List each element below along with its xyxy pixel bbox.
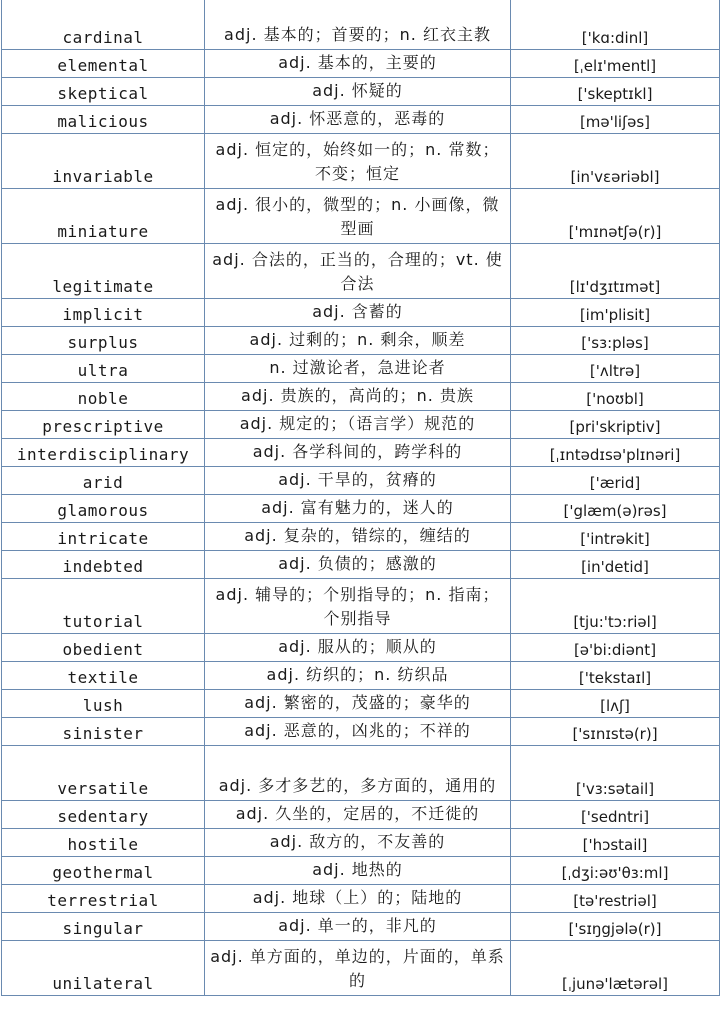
word-cell: sedentary <box>2 801 205 829</box>
phonetic-cell: ['ʌltrə] <box>511 355 720 383</box>
table-row <box>2 299 720 327</box>
table-row <box>2 662 720 690</box>
table-row <box>2 829 720 857</box>
word-cell: indebted <box>2 551 205 579</box>
table-row <box>2 411 720 439</box>
phonetic-cell: ['glæm(ə)rəs] <box>511 495 720 523</box>
phonetic-cell: [ˌelɪ'mentl] <box>511 50 720 78</box>
meaning-cell: adj. 服从的；顺从的 <box>205 634 511 662</box>
meaning-cell: adj. 负债的；感激的 <box>205 551 511 579</box>
table-row <box>2 439 720 467</box>
word-cell: elemental <box>2 50 205 78</box>
table-row <box>2 690 720 718</box>
word-cell: geothermal <box>2 857 205 885</box>
meaning-cell: adj. 很小的，微型的；n. 小画像，微型画 <box>205 189 511 244</box>
phonetic-cell: ['sɪnɪstə(r)] <box>511 718 720 746</box>
meaning-cell: adj. 复杂的，错综的，缠结的 <box>205 523 511 551</box>
meaning-cell: adj. 含蓄的 <box>205 299 511 327</box>
phonetic-cell: ['sɜ:pləs] <box>511 327 720 355</box>
meaning-cell: adj. 怀恶意的，恶毒的 <box>205 106 511 134</box>
meaning-cell: adj. 恒定的，始终如一的；n. 常数；不变；恒定 <box>205 134 511 189</box>
phonetic-cell: ['noʊbl] <box>511 383 720 411</box>
table-row <box>2 0 720 50</box>
meaning-cell: adj. 过剩的；n. 剩余，顺差 <box>205 327 511 355</box>
meaning-cell: adj. 单方面的，单边的，片面的，单系的 <box>205 941 511 996</box>
phonetic-cell: ['sɪŋgjələ(r)] <box>511 913 720 941</box>
word-cell: textile <box>2 662 205 690</box>
word-cell: lush <box>2 690 205 718</box>
table-row <box>2 634 720 662</box>
meaning-cell: adj. 单一的，非凡的 <box>205 913 511 941</box>
phonetic-cell: ['tekstaɪl] <box>511 662 720 690</box>
meaning-cell: adj. 基本的；首要的；n. 红衣主教 <box>205 0 511 50</box>
word-cell: ultra <box>2 355 205 383</box>
meaning-cell: adj. 怀疑的 <box>205 78 511 106</box>
phonetic-cell: [tə'restriəl] <box>511 885 720 913</box>
table-row <box>2 551 720 579</box>
word-cell: tutorial <box>2 579 205 634</box>
table-row <box>2 718 720 746</box>
phonetic-cell: ['mɪnətʃə(r)] <box>511 189 720 244</box>
table-row <box>2 134 720 189</box>
table-row <box>2 50 720 78</box>
word-cell: obedient <box>2 634 205 662</box>
meaning-cell: adj. 干旱的，贫瘠的 <box>205 467 511 495</box>
table-row <box>2 801 720 829</box>
word-cell: surplus <box>2 327 205 355</box>
meaning-cell: adj. 繁密的，茂盛的；豪华的 <box>205 690 511 718</box>
table-row <box>2 189 720 244</box>
word-cell: skeptical <box>2 78 205 106</box>
table-row <box>2 579 720 634</box>
phonetic-cell: ['hɔstail] <box>511 829 720 857</box>
table-row <box>2 106 720 134</box>
meaning-cell: n. 过激论者，急进论者 <box>205 355 511 383</box>
word-cell: implicit <box>2 299 205 327</box>
phonetic-cell: [ˌdʒi:əʊ'θɜ:ml] <box>511 857 720 885</box>
phonetic-cell: [in'vɛəriəbl] <box>511 134 720 189</box>
word-cell: cardinal <box>2 0 205 50</box>
table-row <box>2 467 720 495</box>
word-cell: miniature <box>2 189 205 244</box>
phonetic-cell: ['ærid] <box>511 467 720 495</box>
phonetic-cell: [tju:'tɔ:riəl] <box>511 579 720 634</box>
word-cell: invariable <box>2 134 205 189</box>
meaning-cell: adj. 辅导的；个别指导的；n. 指南；个别指导 <box>205 579 511 634</box>
meaning-cell: adj. 敌方的，不友善的 <box>205 829 511 857</box>
phonetic-cell: [lɪ'dʒɪtɪmət] <box>511 244 720 299</box>
meaning-cell: adj. 地热的 <box>205 857 511 885</box>
meaning-cell: adj. 合法的，正当的，合理的；vt. 使合法 <box>205 244 511 299</box>
phonetic-cell: ['intrəkit] <box>511 523 720 551</box>
phonetic-cell: [in'detid] <box>511 551 720 579</box>
word-cell: glamorous <box>2 495 205 523</box>
word-cell: sinister <box>2 718 205 746</box>
phonetic-cell: [im'plisit] <box>511 299 720 327</box>
meaning-cell: adj. 各学科间的，跨学科的 <box>205 439 511 467</box>
meaning-cell: adj. 地球（上）的；陆地的 <box>205 885 511 913</box>
table-row <box>2 327 720 355</box>
table-row <box>2 355 720 383</box>
phonetic-cell: [ˌjunə'lætərəl] <box>511 941 720 996</box>
table-row <box>2 913 720 941</box>
meaning-cell: adj. 富有魅力的，迷人的 <box>205 495 511 523</box>
table-row <box>2 746 720 801</box>
meaning-cell: adj. 贵族的，高尚的；n. 贵族 <box>205 383 511 411</box>
word-cell: interdisciplinary <box>2 439 205 467</box>
table-row <box>2 523 720 551</box>
meaning-cell: adj. 多才多艺的，多方面的，通用的 <box>205 746 511 801</box>
vocabulary-table-body <box>2 0 720 996</box>
meaning-cell: adj. 纺织的；n. 纺织品 <box>205 662 511 690</box>
word-cell: terrestrial <box>2 885 205 913</box>
phonetic-cell: ['kɑ:dinl] <box>511 0 720 50</box>
table-row <box>2 495 720 523</box>
table-row <box>2 857 720 885</box>
word-cell: arid <box>2 467 205 495</box>
phonetic-cell: [ə'bi:diənt] <box>511 634 720 662</box>
table-row <box>2 244 720 299</box>
word-cell: noble <box>2 383 205 411</box>
phonetic-cell: [ˌɪntədɪsə'plɪnəri] <box>511 439 720 467</box>
word-cell: intricate <box>2 523 205 551</box>
table-row <box>2 78 720 106</box>
word-cell: hostile <box>2 829 205 857</box>
meaning-cell: adj. 恶意的，凶兆的；不祥的 <box>205 718 511 746</box>
phonetic-cell: [mə'liʃəs] <box>511 106 720 134</box>
word-cell: versatile <box>2 746 205 801</box>
word-cell: legitimate <box>2 244 205 299</box>
word-cell: unilateral <box>2 941 205 996</box>
meaning-cell: adj. 基本的，主要的 <box>205 50 511 78</box>
table-row <box>2 941 720 996</box>
meaning-cell: adj. 久坐的，定居的，不迁徙的 <box>205 801 511 829</box>
phonetic-cell: ['vɜ:sətail] <box>511 746 720 801</box>
phonetic-cell: [lʌʃ] <box>511 690 720 718</box>
meaning-cell: adj. 规定的；（语言学）规范的 <box>205 411 511 439</box>
table-row <box>2 885 720 913</box>
word-cell: malicious <box>2 106 205 134</box>
vocabulary-table <box>1 0 720 996</box>
word-cell: prescriptive <box>2 411 205 439</box>
phonetic-cell: ['sedntri] <box>511 801 720 829</box>
phonetic-cell: ['skeptɪkl] <box>511 78 720 106</box>
table-row <box>2 383 720 411</box>
phonetic-cell: [pri'skriptiv] <box>511 411 720 439</box>
word-cell: singular <box>2 913 205 941</box>
